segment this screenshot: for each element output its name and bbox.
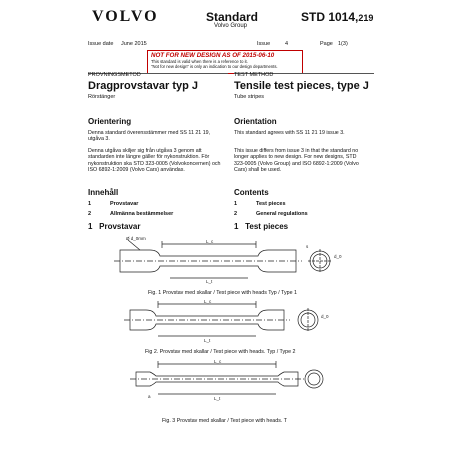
left-toc-item[interactable]: 2 Allmänna bestämmelser — [88, 211, 174, 217]
standard-number: STD 1014,219 — [301, 10, 374, 24]
figure-2-drawing — [118, 298, 328, 344]
right-subtitle: Tube stripes — [234, 94, 265, 100]
not-for-new-design-notice — [147, 50, 303, 74]
fig1-d0-label: d_0 — [334, 254, 342, 259]
page-label: Page — [320, 41, 333, 47]
page-value: 1(3) — [338, 41, 348, 47]
left-toc-item[interactable]: 1 Provstavar — [88, 201, 139, 207]
left-orientation-p2: Denna utgåva skiljer sig från utgåva 3 genom att standarden inte längre gäller för nykonstruktion. För nykonstruktion ska STD 323-0005 (Volvokoncernen) och ISO 6892-1:2009 (Volvo Cars) användas. — [88, 148, 221, 174]
fig2-lc-label: L_c — [204, 299, 212, 304]
notice-line-1: This standard is valid when there is a reference to it. — [151, 59, 248, 64]
issue-label: Issue — [257, 41, 271, 47]
right-section-1-heading: 1 Test pieces — [234, 222, 289, 231]
right-toc-item[interactable]: 2 General regulations — [234, 211, 308, 217]
left-contents-heading: Innehåll — [88, 188, 119, 197]
fig3-a-label: a — [148, 394, 151, 399]
left-section-1-heading: 1 Provstavar — [88, 222, 141, 231]
right-category: TEST METHOD — [234, 72, 274, 78]
notice-line-2: "Not for new design" is only an indication to our design departments. — [151, 64, 278, 69]
right-orientation-heading: Orientation — [234, 117, 277, 126]
right-contents-heading: Contents — [234, 188, 269, 197]
fig3-lt-label: L_t — [214, 396, 221, 401]
document-type-title: Standard — [206, 10, 259, 24]
standard-version: 219 — [358, 13, 374, 23]
right-toc-item[interactable]: 1 Test pieces — [234, 201, 286, 207]
volvo-logo: VOLVO — [92, 8, 159, 25]
figure-1-caption: Fig. 1 Provstav med skallar / Test piece with heads Typ / Type 1 — [148, 290, 297, 296]
fig3-lc-label: L_c — [214, 359, 222, 364]
fig1-lc-label: L_c — [206, 239, 214, 244]
issue-date-label: Issue date — [88, 41, 114, 47]
left-orientation-heading: Orientering — [88, 117, 132, 126]
left-category: PROVNINGSMETOD — [88, 72, 141, 78]
organization-label: Volvo Group — [214, 23, 248, 29]
left-subtitle: Rörstänger — [88, 94, 116, 100]
left-title: Dragprovstavar typ J — [88, 80, 199, 92]
figure-3-caption: Fig. 3 Provstav med skallar / Test piece with heads. T — [162, 418, 287, 424]
figure-2-caption: Fig 2. Provstav med skallar / Test piece with heads. Typ / Type 2 — [145, 349, 296, 355]
fig1-lt-label: L_t — [206, 279, 213, 284]
fig2-d0-label: d_0 — [321, 314, 329, 319]
issue-value: 4 — [285, 41, 289, 47]
notice-headline: NOT FOR NEW DESIGN AS OF 2015-06-10 — [151, 52, 275, 59]
right-orientation-p1: This standard agrees with SS 11 21 19 issue 3. — [234, 130, 345, 136]
fig1-s-label: s — [306, 244, 309, 249]
fig1-head-diameter-label: Ø d_0mm — [126, 236, 146, 241]
right-title: Tensile test pieces, type J — [234, 80, 369, 92]
fig2-lt-label: L_t — [204, 338, 211, 343]
issue-date-value: June 2015 — [121, 41, 147, 47]
figure-3-drawing — [128, 356, 328, 402]
right-orientation-p2: This issue differs from issue 3 in that the standard no longer applies to new design. For new designs, STD 323-0005 (Volvo Group) and ISO 6892-1:2009 (Volvo Cars) shall be used. — [234, 148, 359, 174]
left-orientation-p1: Denna standard överensstämmer med SS 11 21 19, utgåva 3. — [88, 130, 211, 143]
figure-1-drawing — [110, 236, 340, 286]
